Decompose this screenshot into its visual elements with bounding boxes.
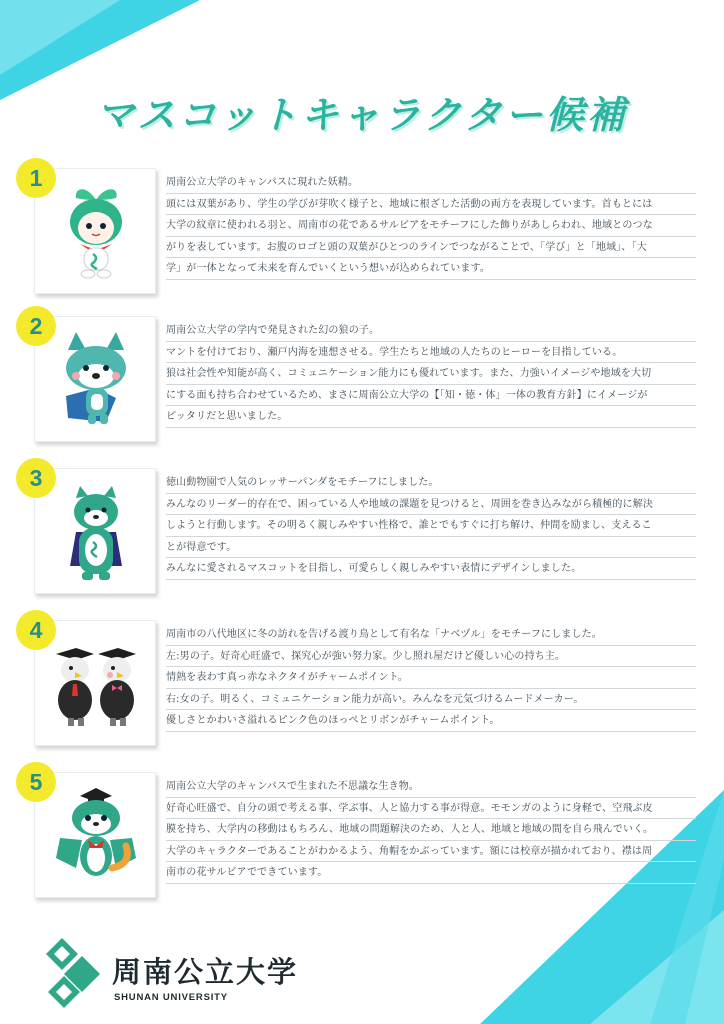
- description-line: 頭には双葉があり、学生の学びが芽吹く様子と、地域に根ざした活動の両方を表現しています。首もとには: [166, 194, 696, 216]
- description-line: みんなのリーダー的存在で、困っている人や地域の課題を見つけると、周囲を巻き込みながら積極的に解決: [166, 494, 696, 516]
- page-title: マスコットキャラクター候補: [96, 93, 628, 137]
- candidate-number-badge: 5: [16, 762, 56, 802]
- description-line: にする面も持ち合わせているため、まさに周南公立大学の【「知・徳・体」一体の教育方針】にイメージが: [166, 385, 696, 407]
- description-line: マントを付けており、瀬戸内海を連想させる。学生たちと地域の人たちのヒーローを目指している。: [166, 342, 696, 364]
- candidate-description: [166, 472, 696, 580]
- description-line: 好奇心旺盛で、自分の頭で考える事、学ぶ事、人と協力する事が得意。モモンガのように身軽で、空飛ぶ皮: [166, 798, 696, 820]
- description-line: 周南公立大学のキャンパスで生まれた不思議な生き物。: [166, 776, 696, 798]
- candidate-entry-5: [0, 762, 724, 912]
- description-line: 徳山動物園で人気のレッサーパンダをモチーフにしました。: [166, 472, 696, 494]
- description-line: 南市の花サルビアでできています。: [166, 862, 696, 884]
- candidate-description: [166, 776, 696, 884]
- description-line: 大学の紋章に使われる羽と、周南市の花であるサルビアをモチーフにした飾りがあしらわれ、地域とのつな: [166, 215, 696, 237]
- description-line: 膜を持ち、大学内の移動はもちろん、地域の問題解決のため、人と人、地域と地域の間を自ら飛んでいく。: [166, 819, 696, 841]
- description-line: 大学のキャラクターであることがわかるよう、角帽をかぶっています。額には校章が描かれており、襟は周: [166, 841, 696, 863]
- description-line: 情熱を表わす真っ赤なネクタイがチャームポイント。: [166, 667, 696, 689]
- description-line: とが得意です。: [166, 537, 696, 559]
- description-line: 学」が一体となって未来を育んでいくという想いが込められています。: [166, 258, 696, 280]
- candidate-description: [166, 320, 696, 428]
- description-line: 優しさとかわいさ溢れるピンク色のほっぺとリボンがチャームポイント。: [166, 710, 696, 732]
- candidate-number-badge: 1: [16, 158, 56, 198]
- description-line: 右:女の子。明るく、コミュニケーション能力が高い。みんなを元気づけるムードメーカー。: [166, 689, 696, 711]
- leaf-sprite-character-icon: [46, 178, 146, 284]
- university-name-en: SHUNAN UNIVERSITY: [114, 992, 228, 1003]
- candidate-number-badge: 2: [16, 306, 56, 346]
- flying-squirrel-character-icon: [46, 782, 146, 888]
- description-line: がりを表しています。お腹のロゴと頭の双葉がひとつのラインでつながることで、「学び」と「地域」、「大: [166, 237, 696, 259]
- candidate-entry-1: [0, 158, 724, 308]
- description-line: ピッタリだと思いました。: [166, 406, 696, 428]
- description-line: 周南公立大学のキャンパスに現れた妖精。: [166, 172, 696, 194]
- university-name: 周南公立大学: [112, 955, 299, 989]
- candidate-number-badge: 3: [16, 458, 56, 498]
- candidate-description: [166, 624, 696, 732]
- description-line: しようと行動します。その明るく親しみやすい性格で、誰とでもすぐに打ち解け、仲間を励まし、支えるこ: [166, 515, 696, 537]
- candidate-entry-4: [0, 610, 724, 760]
- description-line: みんなに愛されるマスコットを目指し、可愛らしく親しみやすい表情にデザインしました。: [166, 558, 696, 580]
- wolf-hero-character-icon: [46, 326, 146, 432]
- hooded-crane-pair-character-icon: [46, 630, 146, 736]
- candidate-description: [166, 172, 696, 280]
- red-panda-character-icon: [46, 478, 146, 584]
- candidate-entry-3: [0, 458, 724, 608]
- description-line: 左:男の子。好奇心旺盛で、探究心が強い努力家。少し照れ屋だけど優しい心の持ち主。: [166, 646, 696, 668]
- description-line: 周南公立大学の学内で発見された幻の狼の子。: [166, 320, 696, 342]
- description-line: 周南市の八代地区に冬の訪れを告げる渡り鳥として有名な「ナベヅル」をモチーフにしました。: [166, 624, 696, 646]
- candidate-entry-2: [0, 306, 724, 456]
- university-logo-icon: [42, 938, 104, 1008]
- candidate-number-badge: 4: [16, 610, 56, 650]
- description-line: 狼は社会性や知能が高く、コミュニケーション能力にも優れています。また、力強いイメージや地域を大切: [166, 363, 696, 385]
